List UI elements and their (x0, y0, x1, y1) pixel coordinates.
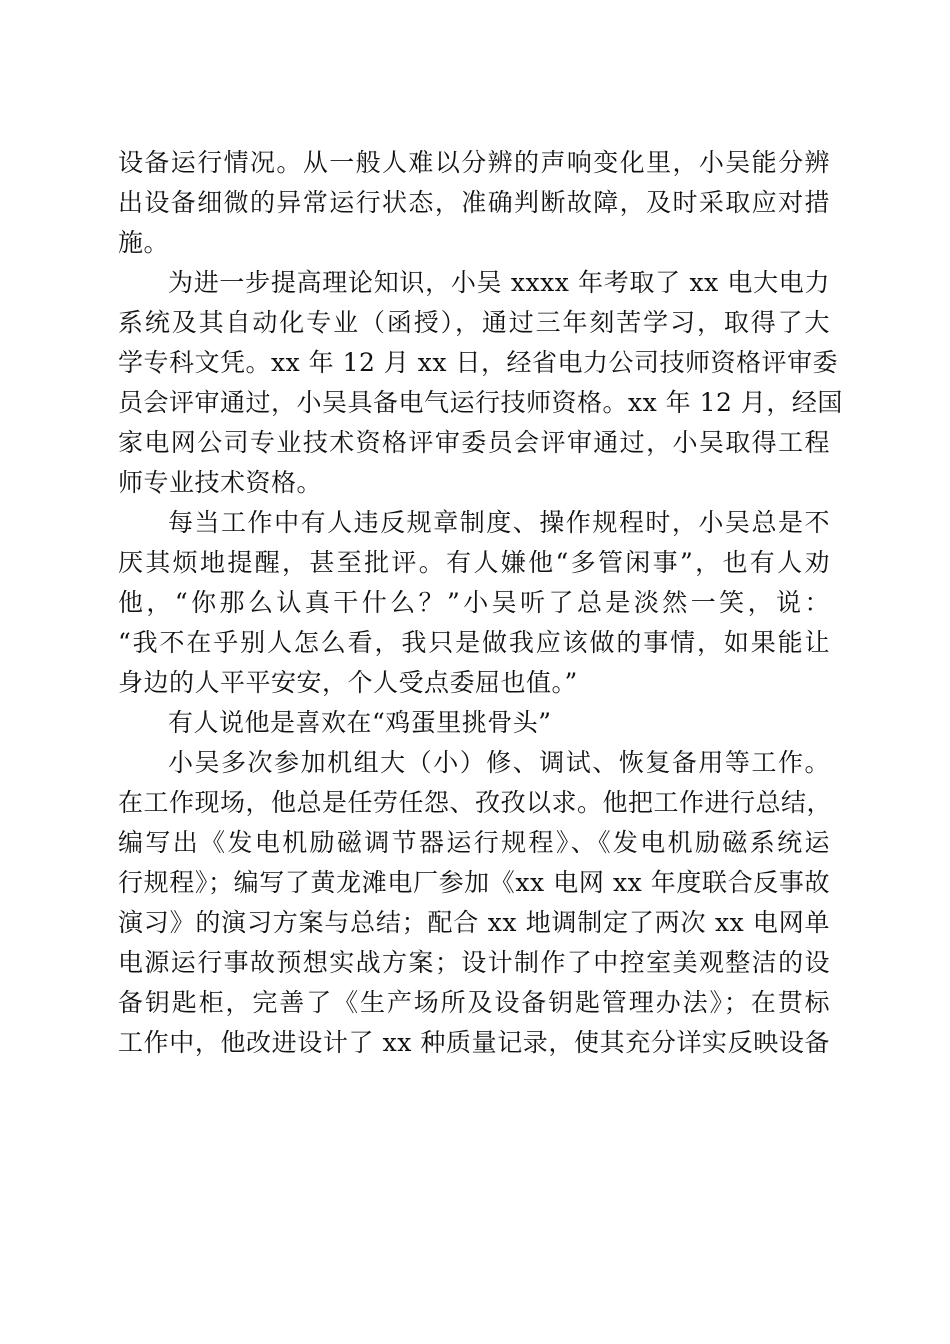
text-line: 家电网公司专业技术资格评审委员会评审通过，小吴取得工程 (118, 428, 830, 457)
text-line: 电源运行事故预想实战方案；设计制作了中控室美观整洁的设 (118, 948, 830, 977)
paragraph-5 (118, 743, 833, 1063)
text-line: 施。 (118, 228, 170, 257)
text-line: 师专业技术资格。 (118, 468, 323, 497)
text-line: 演习》的演习方案与总结；配合 xx 地调制定了两次 xx 电网单 (118, 908, 830, 937)
text-line: 备钥匙柜，完善了《生产场所及设备钥匙管理办法》；在贯标 (118, 988, 830, 1017)
text-line: 编写出《发电机励磁调节器运行规程》、《发电机励磁系统运 (118, 828, 830, 857)
text-line: 为进一步提高理论知识，小吴 xxxx 年考取了 xx 电大电力 (168, 268, 830, 297)
text-line: 他，“你那么认真干什么？”小吴听了总是淡然一笑，说： (118, 588, 830, 617)
text-line: 每当工作中有人违反规章制度、操作规程时，小吴总是不 (168, 508, 830, 537)
text-line: 设备运行情况。从一般人难以分辨的声响变化里，小吴能分辨 (118, 148, 830, 177)
document-body (118, 143, 843, 1063)
text-line: 工作中，他改进设计了 xx 种质量记录，使其充分详实反映设备 (118, 1028, 830, 1057)
text-line: 学专科文凭。xx 年 12 月 xx 日，经省电力公司技师资格评审委 (118, 348, 838, 377)
paragraph-2 (118, 263, 843, 503)
text-line: 行规程》；编写了黄龙滩电厂参加《xx 电网 xx 年度联合反事故 (118, 868, 830, 897)
text-line: 厌其烦地提醒，甚至批评。有人嫌他“多管闲事”，也有人劝 (118, 548, 830, 577)
text-line: 身边的人平平安安，个人受点委屈也值。” (118, 668, 578, 697)
text-line: 有人说他是喜欢在“鸡蛋里挑骨头” (168, 708, 552, 737)
text-line: “我不在乎别人怎么看，我只是做我应该做的事情，如果能让 (118, 628, 830, 657)
text-line: 小吴多次参加机组大（小）修、调试、恢复备用等工作。 (168, 748, 830, 777)
paragraph-4 (118, 703, 830, 743)
paragraph-3 (118, 503, 830, 703)
text-line: 出设备细微的异常运行状态，准确判断故障，及时采取应对措 (118, 188, 830, 217)
text-line: 系统及其自动化专业（函授），通过三年刻苦学习，取得了大 (118, 308, 830, 337)
paragraph-1 (118, 143, 830, 263)
text-line: 员会评审通过，小吴具备电气运行技师资格。xx 年 12 月，经国 (118, 388, 843, 417)
text-line: 在工作现场，他总是任劳任怨、孜孜以求。他把工作进行总结， (118, 788, 833, 817)
